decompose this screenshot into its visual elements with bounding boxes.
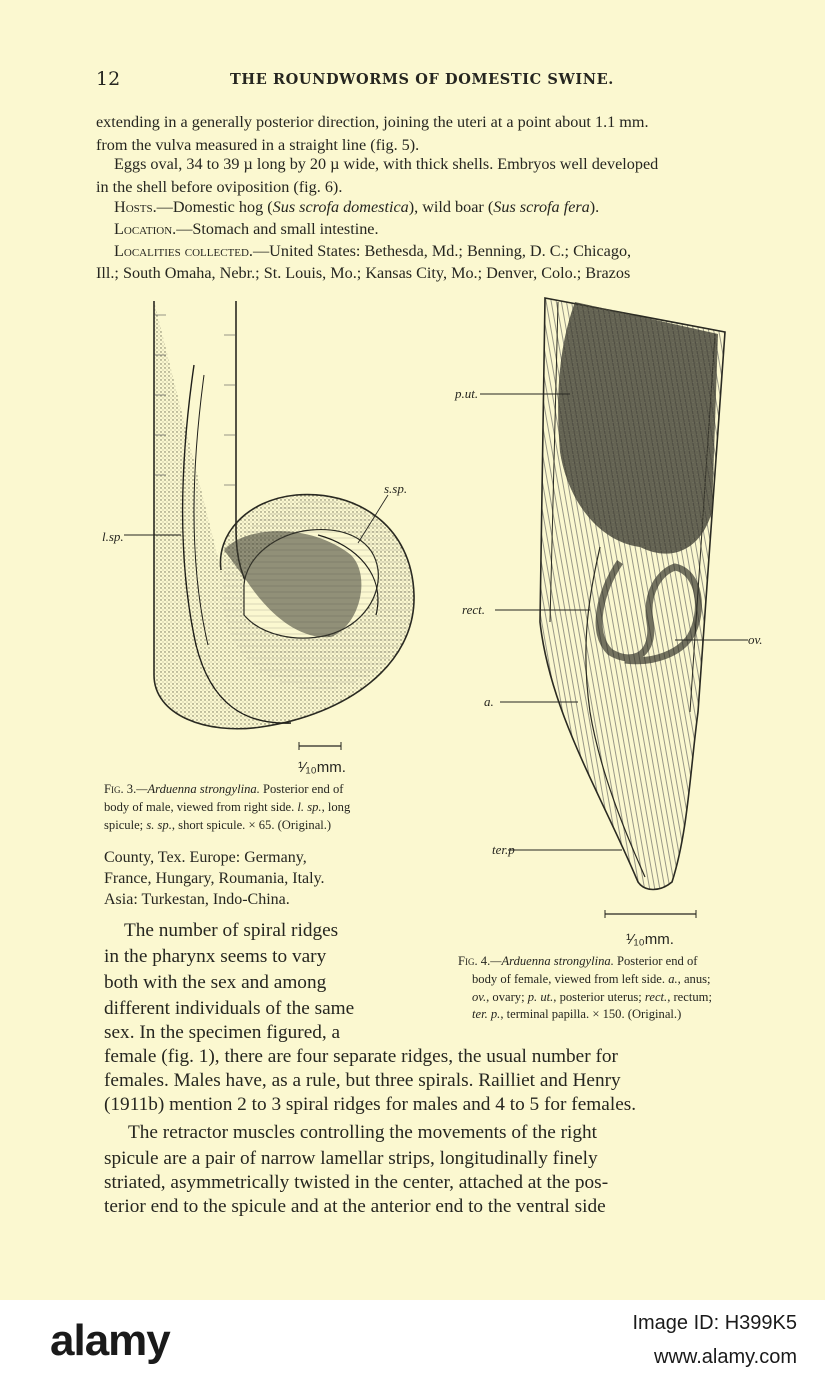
location-paragraph — [114, 218, 379, 242]
running-title: THE ROUNDWORMS OF DOMESTIC SWINE. — [230, 71, 614, 88]
scale-label: ¹⁄₁₀mm. — [626, 931, 674, 948]
running-head — [96, 68, 772, 94]
site-url: www.alamy.com — [654, 1346, 797, 1368]
body-line: spicule are a pair of narrow lamellar strips, longitudinally finely — [104, 1148, 598, 1169]
species-name: —Arduenna strongylina. — [136, 782, 260, 796]
body-line: terior end to the spicule and at the anterior end to the ventral side — [104, 1196, 606, 1217]
caption-text: , terminal papilla. × 150. (Original.) — [500, 1007, 682, 1021]
figure-4-caption-line — [472, 1005, 681, 1024]
label-ovary: ov. — [748, 632, 763, 647]
abbrev: p. ut. — [527, 990, 554, 1004]
body-line: in the pharynx seems to vary — [104, 946, 327, 967]
image-id: Image ID: H399K5 — [632, 1312, 797, 1334]
label-posterior-uterus: p.ut. — [455, 386, 479, 401]
abbrev: ter. p. — [472, 1007, 501, 1021]
body-line: The retractor muscles controlling the movements of the right — [128, 1122, 598, 1143]
text-line: in the shell before oviposition (fig. 6). — [96, 178, 343, 196]
body-line: different individuals of the same — [104, 998, 355, 1019]
caption-text: , short spicule. × 65. (Original.) — [171, 818, 332, 832]
caption-text: body of male, viewed from right side. — [104, 800, 298, 814]
localities-paragraph — [114, 240, 631, 264]
text-line: County, Tex. Europe: Germany, — [104, 849, 307, 866]
stock-footer — [0, 1300, 825, 1390]
label-terminal-papilla: ter.p — [492, 842, 515, 857]
figure-number: Fig. 4. — [458, 954, 491, 968]
body-line: (1911b) mention 2 to 3 spiral ridges for males and 4 to 5 for females. — [104, 1094, 637, 1115]
text-line: Ill.; South Omaha, Nebr.; St. Louis, Mo.; Kansas City, Mo.; Denver, Colo.; Brazos — [96, 264, 631, 282]
caption-text: , long — [321, 800, 351, 814]
figure-3-caption-line — [104, 780, 343, 799]
abbrev: rect. — [644, 990, 668, 1004]
label-long-spicule: l.sp. — [102, 529, 124, 544]
caption-text: , posterior uterus; — [553, 990, 645, 1004]
scale-label: ¹⁄₁₀mm. — [298, 759, 346, 776]
abbrev: s. sp. — [146, 818, 172, 832]
caption-text: , anus; — [677, 972, 711, 986]
text-line: France, Hungary, Roumania, Italy. — [104, 870, 325, 887]
label-anus: a. — [484, 694, 494, 709]
abbrev: a. — [668, 972, 678, 986]
figure-4-caption-line — [458, 952, 697, 971]
caption-text: , ovary; — [486, 990, 528, 1004]
hosts-paragraph — [114, 196, 599, 220]
localities-text: —United States: Bethesda, Md.; Benning, D. C.; Chicago, — [252, 242, 632, 260]
figure-4-caption-line — [472, 970, 711, 989]
figure-3-caption-line — [104, 816, 331, 835]
hosts-label: Hosts. — [114, 198, 157, 216]
species-name: Sus scrofa domestica — [272, 198, 409, 216]
body-line: sex. In the specimen figured, a — [104, 1022, 341, 1043]
body-line: striated, asymmetrically twisted in the center, attached at the pos- — [104, 1172, 609, 1193]
label-short-spicule: s.sp. — [384, 481, 408, 496]
hosts-text: ), wild boar ( — [408, 198, 494, 216]
location-text: —Stomach and small intestine. — [176, 220, 379, 238]
caption-text: body of female, viewed from left side. — [472, 972, 669, 986]
figure-3-illustration — [96, 295, 426, 785]
figure-4-illustration — [450, 292, 785, 952]
text-line: extending in a generally posterior direction, joining the uteri at a point about 1.1 mm. — [96, 113, 649, 131]
abbrev: l. sp. — [297, 800, 322, 814]
body-line: The number of spiral ridges — [124, 920, 339, 941]
body-line: both with the sex and among — [104, 972, 327, 993]
hosts-text: —Domestic hog ( — [156, 198, 273, 216]
species-name: Sus scrofa fera — [493, 198, 590, 216]
text-line: from the vulva measured in a straight line (fig. 5). — [96, 136, 420, 154]
figure-4-caption-line — [472, 988, 712, 1007]
localities-label: Localities collected. — [114, 242, 253, 260]
hosts-text: ). — [589, 198, 600, 216]
species-name: —Arduenna strongylina. — [490, 954, 614, 968]
label-rectum: rect. — [462, 602, 485, 617]
body-line: female (fig. 1), there are four separate ridges, the usual number for — [104, 1046, 618, 1067]
caption-text: , rectum; — [667, 990, 712, 1004]
text-line: Asia: Turkestan, Indo-China. — [104, 891, 290, 908]
caption-text: spicule; — [104, 818, 147, 832]
location-label: Location. — [114, 220, 177, 238]
page-number: 12 — [96, 68, 121, 90]
figure-number: Fig. 3. — [104, 782, 137, 796]
figure-3-caption-line — [104, 798, 350, 817]
caption-text: Posterior end of — [259, 782, 344, 796]
brand-logo: alamy — [50, 1316, 170, 1365]
body-line: females. Males have, as a rule, but three spirals. Railliet and Henry — [104, 1070, 621, 1091]
abbrev: ov. — [472, 990, 487, 1004]
text-line: Eggs oval, 34 to 39 µ long by 20 µ wide, with thick shells. Embryos well developed — [114, 155, 659, 173]
caption-text: Posterior end of — [613, 954, 698, 968]
